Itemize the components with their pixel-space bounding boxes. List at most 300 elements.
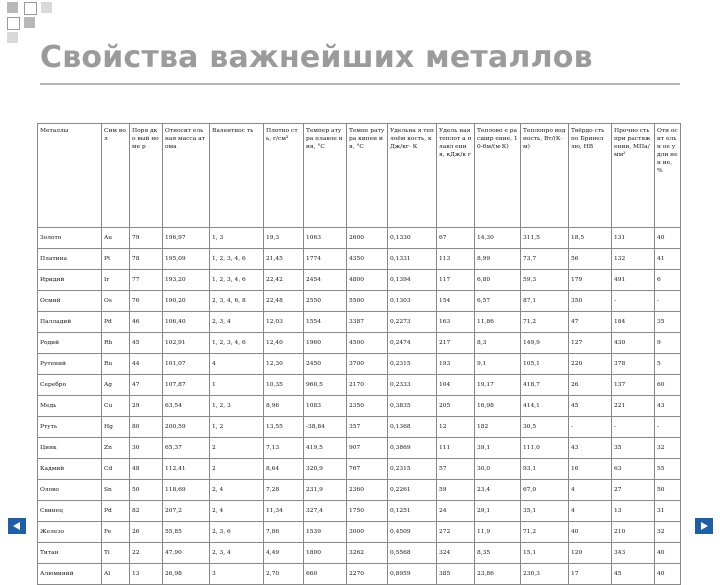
table-cell: 0,2315 <box>388 459 437 480</box>
table-cell: 193,20 <box>163 270 210 291</box>
table-cell: 0,2333 <box>388 375 437 396</box>
table-body <box>38 228 681 585</box>
table-cell: 13 <box>130 564 163 585</box>
table-cell: 1, 2, 3, 4, 6 <box>210 333 264 354</box>
column-header: Валентнос ть <box>210 124 264 228</box>
table-cell: 55 <box>655 459 681 480</box>
table-cell: 14,30 <box>475 228 521 249</box>
metals-properties-table <box>37 123 681 585</box>
table-row <box>38 522 681 543</box>
metal-name-cell: Кадмий <box>38 459 102 480</box>
table-cell: 4500 <box>347 333 388 354</box>
table-cell: 2350 <box>347 396 388 417</box>
table-cell: 4800 <box>347 270 388 291</box>
table-cell: 2360 <box>347 480 388 501</box>
table-cell: 2, 3, 6 <box>210 522 264 543</box>
table-cell: 132 <box>612 249 655 270</box>
table-row <box>38 270 681 291</box>
table-cell: 205 <box>437 396 475 417</box>
table-cell: 1, 2, 3, 4, 6 <box>210 249 264 270</box>
column-header: Теплово е расшир ение, 10-6м/(м·К) <box>475 124 521 228</box>
table-cell: Fe <box>102 522 130 543</box>
table-cell: 2, 3, 4, 6, 8 <box>210 291 264 312</box>
table-cell: 2, 3, 4 <box>210 543 264 564</box>
table-cell: 418,7 <box>521 375 569 396</box>
table-cell: 4 <box>569 480 612 501</box>
table-cell: 107,87 <box>163 375 210 396</box>
table-cell: 6,80 <box>475 270 521 291</box>
table-cell: 350 <box>569 291 612 312</box>
table-row <box>38 459 681 480</box>
table-cell: 2 <box>210 459 264 480</box>
table-cell: 5500 <box>347 291 388 312</box>
table-cell: 76 <box>130 291 163 312</box>
table-cell: 3000 <box>347 522 388 543</box>
table-cell: 32 <box>655 522 681 543</box>
metal-name-cell: Титан <box>38 543 102 564</box>
table-cell: 1750 <box>347 501 388 522</box>
deco-square <box>24 17 35 28</box>
table-cell: 113 <box>437 249 475 270</box>
table-cell: 2450 <box>304 354 347 375</box>
table-cell: Ir <box>102 270 130 291</box>
table-cell: 1539 <box>304 522 347 543</box>
metal-name-cell: Олово <box>38 480 102 501</box>
table-cell: 907 <box>347 438 388 459</box>
table-cell: 13 <box>612 501 655 522</box>
table-cell: 19,17 <box>475 375 521 396</box>
metal-name-cell: Иридий <box>38 270 102 291</box>
table-cell: 15,1 <box>521 543 569 564</box>
table-row <box>38 480 681 501</box>
table-cell: Ru <box>102 354 130 375</box>
table-row <box>38 564 681 585</box>
table-cell: 111 <box>437 438 475 459</box>
table-cell: 7,28 <box>264 480 304 501</box>
table-cell: 1, 2, 3, 4, 6 <box>210 270 264 291</box>
table-cell: 104 <box>437 375 475 396</box>
table-cell: 30,0 <box>475 459 521 480</box>
table-cell: 163 <box>437 312 475 333</box>
table-cell: 79 <box>130 228 163 249</box>
table-cell: 767 <box>347 459 388 480</box>
table-cell: 12,30 <box>264 354 304 375</box>
table-cell: 7,13 <box>264 438 304 459</box>
table-row <box>38 312 681 333</box>
column-header: Темпе ратура кипен ия, °С <box>347 124 388 228</box>
table-cell: 82 <box>130 501 163 522</box>
table-cell: 960,5 <box>304 375 347 396</box>
table-row <box>38 396 681 417</box>
table-row <box>38 438 681 459</box>
table-cell: 220 <box>569 354 612 375</box>
table-row <box>38 543 681 564</box>
metal-name-cell: Золото <box>38 228 102 249</box>
metal-name-cell: Железо <box>38 522 102 543</box>
table-cell: 8,99 <box>475 249 521 270</box>
table-cell: - <box>655 291 681 312</box>
table-cell: 0,8959 <box>388 564 437 585</box>
table-cell: - <box>612 417 655 438</box>
table-cell: 7,86 <box>264 522 304 543</box>
table-cell: 200,59 <box>163 417 210 438</box>
table-cell: 13,55 <box>264 417 304 438</box>
table-cell: 105,1 <box>521 354 569 375</box>
column-header: Относит ельная масса атома <box>163 124 210 228</box>
table-cell: Os <box>102 291 130 312</box>
table-cell: 31 <box>655 501 681 522</box>
table-cell: 8,64 <box>264 459 304 480</box>
table-cell: 26 <box>569 375 612 396</box>
table-cell: 35 <box>655 312 681 333</box>
table-cell: 56 <box>569 249 612 270</box>
table-cell: Ag <box>102 375 130 396</box>
table-cell: 60 <box>655 375 681 396</box>
table-cell: 45 <box>569 396 612 417</box>
table-cell: 385 <box>437 564 475 585</box>
table-cell: 87,1 <box>521 291 569 312</box>
table-row <box>38 375 681 396</box>
table-cell: 0,1331 <box>388 249 437 270</box>
table-cell: 184 <box>612 312 655 333</box>
table-cell: 55,85 <box>163 522 210 543</box>
table-row <box>38 291 681 312</box>
table-cell: Ti <box>102 543 130 564</box>
table-cell: 137 <box>612 375 655 396</box>
table-cell: 59 <box>437 480 475 501</box>
table-cell: 17 <box>569 564 612 585</box>
table-cell: Rh <box>102 333 130 354</box>
table-cell: 0,3835 <box>388 396 437 417</box>
table-cell: 491 <box>612 270 655 291</box>
metal-name-cell: Платина <box>38 249 102 270</box>
table-cell: 1960 <box>304 333 347 354</box>
table-cell: 230,3 <box>521 564 569 585</box>
table-cell: 179 <box>569 270 612 291</box>
table-cell: 357 <box>347 417 388 438</box>
table-cell: 22,42 <box>264 270 304 291</box>
table-cell: 23,86 <box>475 564 521 585</box>
table-cell: 67,0 <box>521 480 569 501</box>
table-cell: 80 <box>130 417 163 438</box>
table-cell: 16 <box>569 459 612 480</box>
table-cell: 4350 <box>347 249 388 270</box>
table-cell: 12,40 <box>264 333 304 354</box>
table-cell: 430 <box>612 333 655 354</box>
table-cell: 21,45 <box>264 249 304 270</box>
title-divider <box>40 83 680 85</box>
metal-name-cell: Родий <box>38 333 102 354</box>
column-header: Отн осит ельн ое удли нен ие, % <box>655 124 681 228</box>
table-cell: 0,2315 <box>388 354 437 375</box>
table-cell: Pt <box>102 249 130 270</box>
table-cell: 39,1 <box>475 438 521 459</box>
table-cell: 2170 <box>347 375 388 396</box>
table-row <box>38 249 681 270</box>
table-cell: 63,54 <box>163 396 210 417</box>
table-cell: 65,37 <box>163 438 210 459</box>
table-cell: 12 <box>437 417 475 438</box>
table-cell: 45 <box>612 564 655 585</box>
table-cell: Zn <box>102 438 130 459</box>
metal-name-cell: Палладий <box>38 312 102 333</box>
table-cell: 44 <box>130 354 163 375</box>
table-cell: 120 <box>569 543 612 564</box>
table-cell: 660 <box>304 564 347 585</box>
table-cell: 47,90 <box>163 543 210 564</box>
table-cell: 11,34 <box>264 501 304 522</box>
table-cell: 0,5568 <box>388 543 437 564</box>
table-cell: - <box>569 417 612 438</box>
table-row <box>38 333 681 354</box>
deco-square <box>41 2 52 13</box>
table-cell: 210 <box>612 522 655 543</box>
table-cell: 18,5 <box>569 228 612 249</box>
table-cell: 1, 2, 3 <box>210 396 264 417</box>
table-cell: 101,07 <box>163 354 210 375</box>
metal-name-cell: Свинец <box>38 501 102 522</box>
table-cell: Cu <box>102 396 130 417</box>
table-cell: 50 <box>655 480 681 501</box>
table-cell: Sn <box>102 480 130 501</box>
table-cell: 217 <box>437 333 475 354</box>
table-cell: 1554 <box>304 312 347 333</box>
table-cell: - <box>655 417 681 438</box>
table-cell: 311,5 <box>521 228 569 249</box>
table-cell: 1083 <box>304 396 347 417</box>
table-cell: Al <box>102 564 130 585</box>
table-cell: 22 <box>130 543 163 564</box>
arrow-left-icon[interactable] <box>8 518 26 534</box>
table-cell: 26 <box>130 522 163 543</box>
metal-name-cell: Алюминий <box>38 564 102 585</box>
table-cell: 231,9 <box>304 480 347 501</box>
table-cell: 50 <box>130 480 163 501</box>
table-cell: 0,2474 <box>388 333 437 354</box>
table-cell: 43 <box>569 438 612 459</box>
table-cell: 221 <box>612 396 655 417</box>
table-cell: 195,09 <box>163 249 210 270</box>
table-cell: 102,91 <box>163 333 210 354</box>
table-cell: 35 <box>612 438 655 459</box>
table-cell: 3262 <box>347 543 388 564</box>
table-cell: 11,9 <box>475 522 521 543</box>
column-header: Плотно сть, г/см³ <box>264 124 304 228</box>
table-cell: 207,2 <box>163 501 210 522</box>
table-cell: Cd <box>102 459 130 480</box>
table-cell: 26,98 <box>163 564 210 585</box>
table-cell: 47 <box>569 312 612 333</box>
table-cell: 127 <box>569 333 612 354</box>
table-cell: 2454 <box>304 270 347 291</box>
column-header: Удельна я теплоём кость, кДж/кг· К <box>388 124 437 228</box>
table-cell: 0,4509 <box>388 522 437 543</box>
table-header-row <box>38 124 681 228</box>
slide-title: Свойства важнейших металлов <box>40 40 593 75</box>
table-cell: 3700 <box>347 354 388 375</box>
table-cell: 10,35 <box>264 375 304 396</box>
table-cell: 0,3869 <box>388 438 437 459</box>
table-cell: 0,1251 <box>388 501 437 522</box>
table-cell: 45 <box>130 333 163 354</box>
table-cell: 1, 2 <box>210 417 264 438</box>
table-cell: 6 <box>655 270 681 291</box>
metal-name-cell: Серебро <box>38 375 102 396</box>
deco-square <box>7 32 18 43</box>
table-cell: 35,1 <box>521 501 569 522</box>
table-cell: 8,3 <box>475 333 521 354</box>
column-header: Удель ная теплот а плавл ения, кДж/к г <box>437 124 475 228</box>
table-cell: 3387 <box>347 312 388 333</box>
table-cell: 11,86 <box>475 312 521 333</box>
table-row <box>38 228 681 249</box>
table-cell: Au <box>102 228 130 249</box>
table-cell: 5 <box>655 354 681 375</box>
table-row <box>38 354 681 375</box>
table-cell: 63 <box>612 459 655 480</box>
table-cell: 40 <box>655 564 681 585</box>
table-cell: 2, 4 <box>210 501 264 522</box>
table-cell: 71,2 <box>521 312 569 333</box>
table-cell: -38,84 <box>304 417 347 438</box>
metal-name-cell: Медь <box>38 396 102 417</box>
column-header: Твёрдо сть по Бринел лю, НВ <box>569 124 612 228</box>
table-cell: 111,0 <box>521 438 569 459</box>
table-cell: 57 <box>437 459 475 480</box>
table-cell: 324 <box>437 543 475 564</box>
table-cell: 32 <box>655 438 681 459</box>
table-cell: 2,70 <box>264 564 304 585</box>
table-cell: 16,98 <box>475 396 521 417</box>
table-cell: 0,1394 <box>388 270 437 291</box>
column-header: Металлы <box>38 124 102 228</box>
table-cell: 0,2273 <box>388 312 437 333</box>
table-cell: 30 <box>130 438 163 459</box>
table-cell: 3 <box>210 564 264 585</box>
table-cell: 1774 <box>304 249 347 270</box>
table-cell: 190,20 <box>163 291 210 312</box>
table-cell: 93,1 <box>521 459 569 480</box>
table-cell: 1 <box>210 375 264 396</box>
table-cell: 327,4 <box>304 501 347 522</box>
table-cell: 4 <box>569 501 612 522</box>
table-cell: 77 <box>130 270 163 291</box>
table-cell: Pd <box>102 312 130 333</box>
table-cell: 8,35 <box>475 543 521 564</box>
table-cell: 2550 <box>304 291 347 312</box>
table-cell: 378 <box>612 354 655 375</box>
table-cell: 0,1303 <box>388 291 437 312</box>
table-row <box>38 417 681 438</box>
table-cell: 149,9 <box>521 333 569 354</box>
table-cell: 40 <box>655 228 681 249</box>
table-cell: 67 <box>437 228 475 249</box>
table-cell: 112,41 <box>163 459 210 480</box>
table-cell: 40 <box>569 522 612 543</box>
deco-square <box>24 2 37 15</box>
table-cell: - <box>612 291 655 312</box>
metal-name-cell: Цинк <box>38 438 102 459</box>
deco-square <box>7 17 20 30</box>
column-header: Теплопро водность, Вт/(К·м) <box>521 124 569 228</box>
table-cell: 272 <box>437 522 475 543</box>
table-cell: 182 <box>475 417 521 438</box>
table-cell: 106,40 <box>163 312 210 333</box>
table-cell: 6,57 <box>475 291 521 312</box>
table-cell: 59,3 <box>521 270 569 291</box>
table-cell: 1063 <box>304 228 347 249</box>
table-cell: 73,7 <box>521 249 569 270</box>
metal-name-cell: Рутений <box>38 354 102 375</box>
table-cell: 30,5 <box>521 417 569 438</box>
deco-square <box>7 2 18 13</box>
table-cell: 154 <box>437 291 475 312</box>
table-cell: 118,69 <box>163 480 210 501</box>
arrow-right-icon[interactable] <box>695 518 713 534</box>
column-header: Прочно стьпри растяж ении, МПа/мм² <box>612 124 655 228</box>
table-cell: 0,1330 <box>388 228 437 249</box>
table-cell: 23,4 <box>475 480 521 501</box>
table-cell: 24 <box>437 501 475 522</box>
table-cell: 0,1368 <box>388 417 437 438</box>
table-cell: 19,3 <box>264 228 304 249</box>
table-cell: 2 <box>210 438 264 459</box>
table-cell: 27 <box>612 480 655 501</box>
table-cell: 41 <box>655 249 681 270</box>
table-cell: 22,48 <box>264 291 304 312</box>
table-cell: 12,03 <box>264 312 304 333</box>
table-cell: 2, 4 <box>210 480 264 501</box>
table-cell: 320,9 <box>304 459 347 480</box>
metal-name-cell: Ртуть <box>38 417 102 438</box>
column-header: Поря дкo вый номе р <box>130 124 163 228</box>
table-cell: Pd <box>102 501 130 522</box>
table-cell: 2600 <box>347 228 388 249</box>
table-cell: 9 <box>655 333 681 354</box>
table-cell: 78 <box>130 249 163 270</box>
table-cell: 46 <box>130 312 163 333</box>
table-cell: 29,1 <box>475 501 521 522</box>
column-header: Темпер атура плавле ния, °С <box>304 124 347 228</box>
table-cell: 414,1 <box>521 396 569 417</box>
table-cell: 43 <box>655 396 681 417</box>
table-cell: 196,97 <box>163 228 210 249</box>
table-cell: 9,1 <box>475 354 521 375</box>
table-cell: 131 <box>612 228 655 249</box>
table-cell: 0,2261 <box>388 480 437 501</box>
table-cell: 48 <box>130 459 163 480</box>
table-cell: 117 <box>437 270 475 291</box>
table-cell: 4,49 <box>264 543 304 564</box>
table-cell: 2, 3, 4 <box>210 312 264 333</box>
table-cell: 4 <box>210 354 264 375</box>
table-cell: 1800 <box>304 543 347 564</box>
table-cell: 2270 <box>347 564 388 585</box>
table-cell: 8,96 <box>264 396 304 417</box>
table-cell: 71,2 <box>521 522 569 543</box>
table-cell: 193 <box>437 354 475 375</box>
metal-name-cell: Осмий <box>38 291 102 312</box>
table-cell: 419,5 <box>304 438 347 459</box>
table-cell: 343 <box>612 543 655 564</box>
table-cell: 1, 3 <box>210 228 264 249</box>
table-cell: 29 <box>130 396 163 417</box>
column-header: Сим вол <box>102 124 130 228</box>
table-cell: 40 <box>655 543 681 564</box>
table-row <box>38 501 681 522</box>
table-cell: Hg <box>102 417 130 438</box>
table-cell: 47 <box>130 375 163 396</box>
